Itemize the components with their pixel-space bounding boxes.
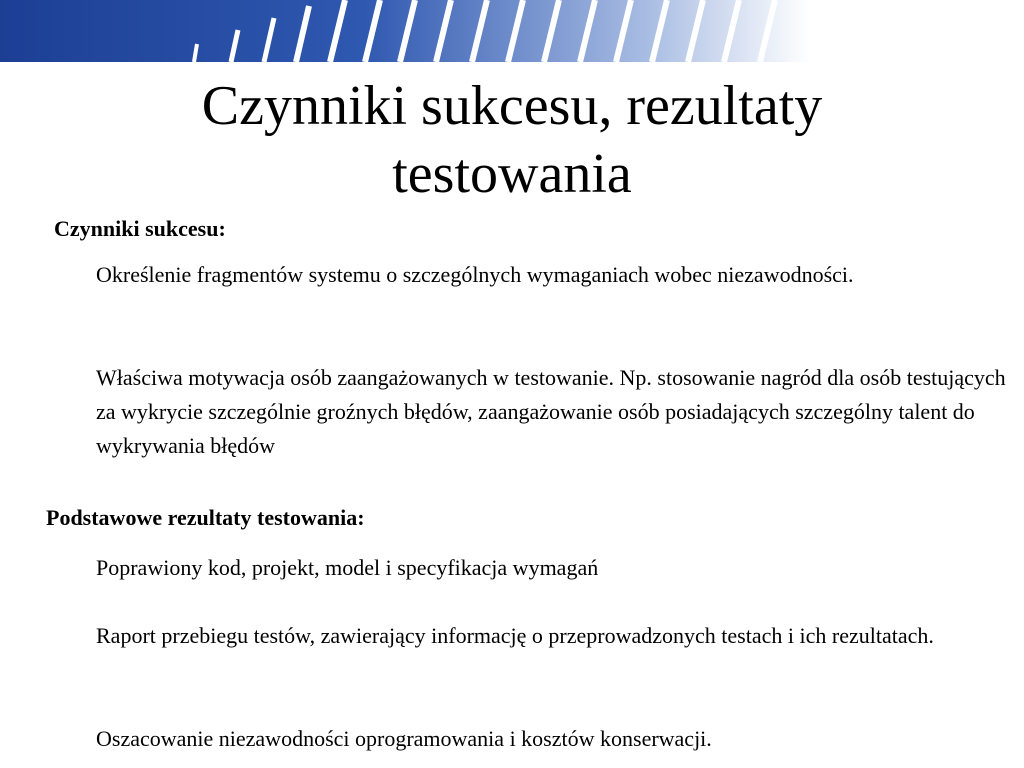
slide-title-line-2: testowania	[392, 143, 632, 205]
slide-title	[0, 72, 1024, 208]
list-item: Raport przebiegu testów, zawierający informację o przeprowadzonych testach i ich rezultatach.	[96, 623, 934, 648]
list-item: Określenie fragmentów systemu o szczególnych wymaganiach wobec niezawodności.	[96, 262, 854, 287]
list-item: Oszacowanie niezawodności oprogramowania i kosztów konserwacji.	[96, 726, 712, 751]
section-heading-test-results: Podstawowe rezultaty testowania:	[46, 505, 365, 530]
header-banner	[0, 0, 1024, 62]
section-heading-success-factors: Czynniki sukcesu:	[54, 216, 226, 241]
banner-graphic	[0, 0, 1024, 62]
list-item: Poprawiony kod, projekt, model i specyfikacja wymagań	[96, 555, 599, 580]
slide-title-line-1: Czynniki sukcesu, rezultaty	[201, 75, 823, 137]
list-item: Właściwa motywacja osób zaangażowanych w testowanie. Np. stosowanie nagród dla osób testujących za wykrycie szczególnie groźnych błędów, zaangażowanie osób posiadających szczególny talent do wykrywania błędów	[96, 365, 1006, 458]
